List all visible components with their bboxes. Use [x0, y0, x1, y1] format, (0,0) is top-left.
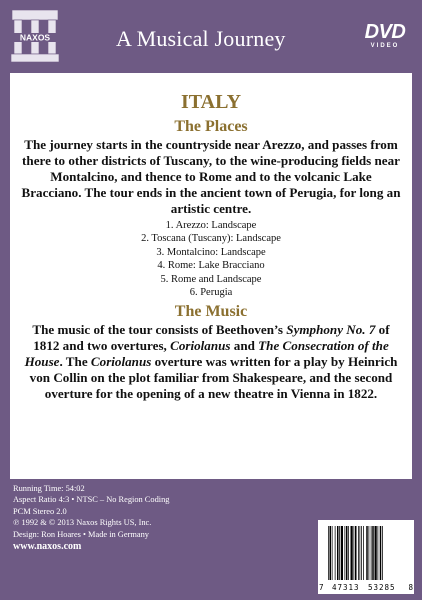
- series-title: A Musical Journey: [116, 26, 286, 51]
- list-item: 1. Arezzo: Landscape: [165, 220, 257, 231]
- page-title: ITALY: [180, 91, 242, 113]
- barcode-bar: [354, 526, 355, 580]
- coriolanus-title: Coriolanus: [170, 338, 231, 354]
- barcode-digit-last: 8: [408, 583, 413, 592]
- barcode-bar: [378, 526, 379, 580]
- dvd-sub-label: VIDEO: [370, 43, 400, 49]
- website-link[interactable]: www.naxos.com: [13, 541, 82, 553]
- barcode-bar: [366, 526, 368, 580]
- naxos-logo-icon: [10, 8, 60, 64]
- barcode-bar: [363, 526, 364, 580]
- barcode-bar: [360, 526, 361, 580]
- svg-text:NAXOS: NAXOS: [19, 32, 51, 43]
- barcode-bar: [375, 526, 377, 580]
- barcode-bar: [371, 526, 372, 580]
- symphony-title: Symphony No. 7: [286, 322, 376, 338]
- list-item: 2. Toscana (Tuscany): Landscape: [141, 233, 281, 245]
- music-heading: The Music: [174, 303, 248, 321]
- barcode-bar: [361, 526, 362, 580]
- places-description: The journey starts in the countryside near Arezzo, and passes from there to other districts of Tuscany, to the wine-producing fields near Montalcino, and thence to Rome and to the volcanic Lake Bracciano. The tour ends in the ancient town of Perugia, for long an artistic centre.: [21, 137, 401, 216]
- barcode-bar: [330, 526, 332, 580]
- design-credit: Design: Ron Hoares • Made in Germany: [13, 529, 149, 539]
- barcode: [318, 520, 414, 594]
- chapter-list: [20, 219, 402, 299]
- barcode-bar: [380, 526, 382, 580]
- barcode-bar: [332, 526, 333, 580]
- barcode-bar: [369, 526, 370, 580]
- coriolanus-title-2: Coriolanus: [90, 354, 152, 370]
- barcode-bar: [382, 526, 383, 580]
- barcode-icon: [324, 526, 408, 582]
- list-item: 5. Rome and Landscape: [160, 273, 262, 285]
- barcode-bar: [348, 526, 349, 580]
- copyright-line: ℗ 1992 & © 2013 Naxos Rights US, Inc.: [13, 518, 152, 528]
- format-info: Aspect Ratio 4:3 • NTSC – No Region Coding: [13, 495, 170, 505]
- music-description: The music of the tour consists of Beethoven’s Symphony No. 7 of 1812 and two overtures, Coriolanus and The Consecration of the House. The Coriolanus overture was written for a play by Heinrich von Collin on the plot familiar from Shakespeare, and the second overture for the opening of a new theatre in Vienna in 1822.: [24, 322, 398, 402]
- barcode-digit-first: 7: [319, 583, 324, 592]
- dvd-label: DVD: [364, 21, 406, 43]
- barcode-bar: [337, 526, 339, 580]
- product-info: [13, 483, 313, 554]
- barcode-digits-right: 53285: [368, 583, 396, 592]
- list-item: 3. Montalcino: Landscape: [156, 246, 266, 258]
- barcode-bar: [335, 526, 336, 580]
- barcode-bar: [339, 526, 340, 580]
- dvd-video-logo: [356, 22, 414, 49]
- barcode-bar: [341, 526, 343, 580]
- barcode-bar: [358, 526, 359, 580]
- running-time: Running Time: 54:02: [13, 484, 85, 493]
- header-band: [0, 0, 422, 73]
- barcode-bar: [346, 526, 348, 580]
- barcode-bar: [351, 526, 353, 580]
- list-item: 6. Perugia: [189, 287, 233, 299]
- list-item: 4. Rome: Lake Bracciano: [157, 260, 265, 272]
- barcode-bar: [345, 526, 346, 580]
- barcode-bar: [372, 526, 374, 580]
- places-heading: The Places: [174, 118, 248, 135]
- barcode-digits-left: 47313: [332, 583, 360, 592]
- content-panel: [10, 73, 412, 479]
- consecration-title: The Consecration of the House: [24, 338, 389, 370]
- barcode-bar: [355, 526, 357, 580]
- barcode-bar: [328, 526, 329, 580]
- audio-info: PCM Stereo 2.0: [13, 506, 67, 516]
